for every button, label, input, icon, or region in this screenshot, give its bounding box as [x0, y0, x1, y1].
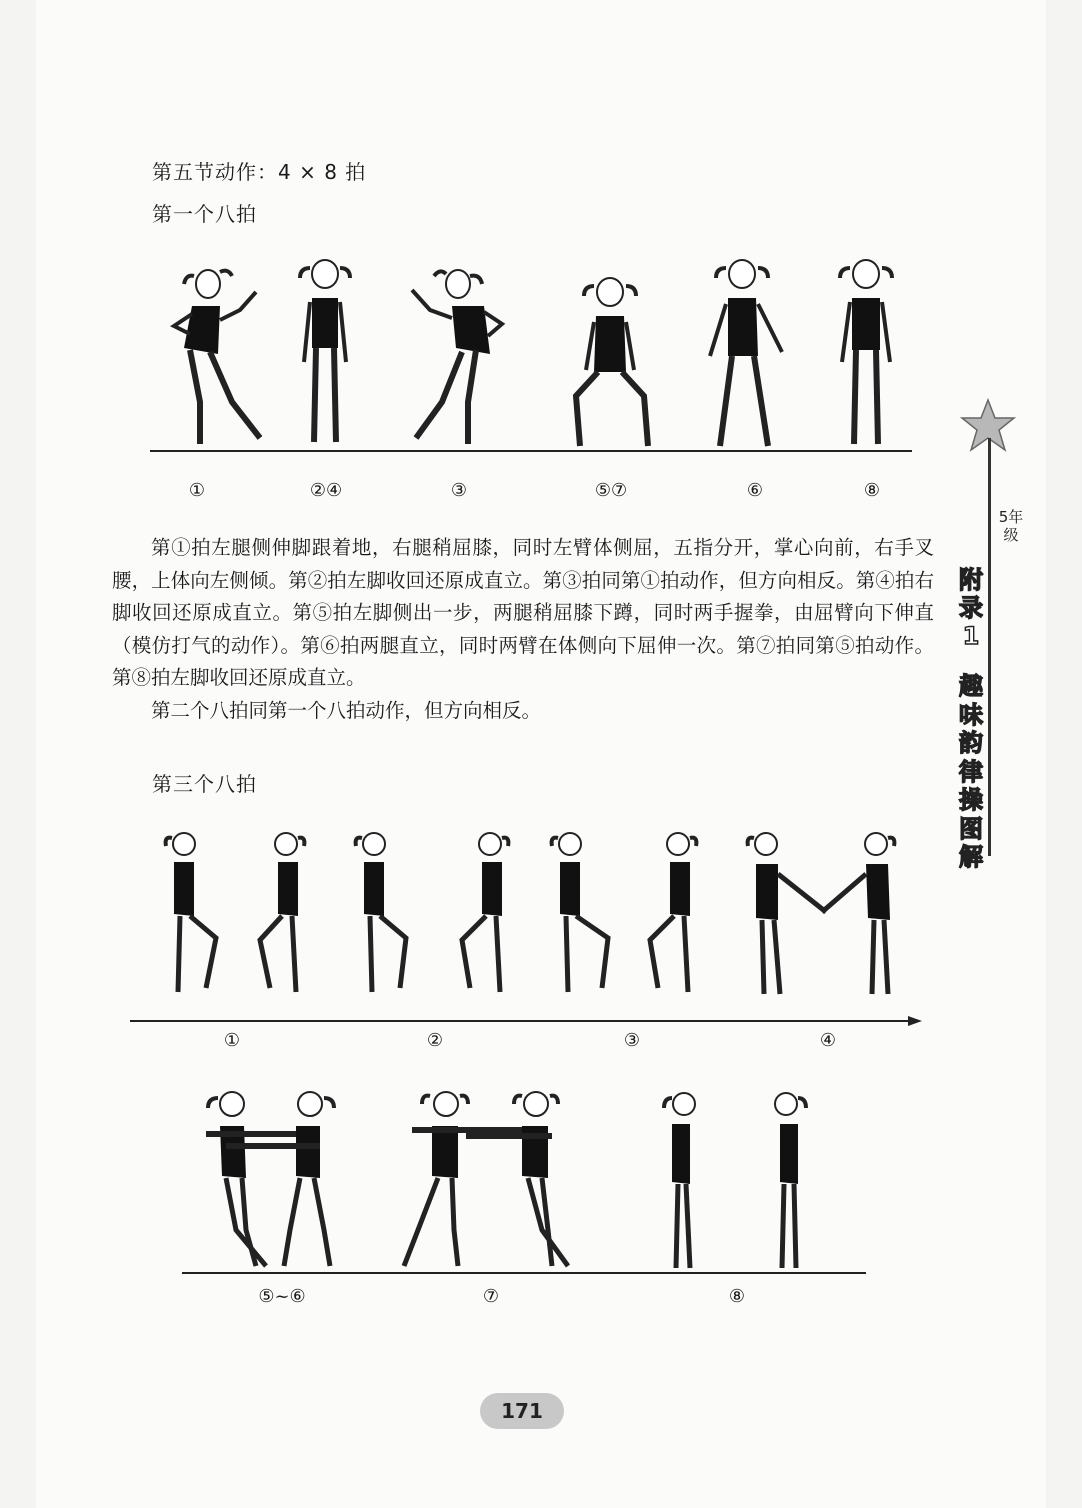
beat-label: ②④ [309, 480, 343, 501]
figures-beats-5-8 [196, 1080, 836, 1274]
ground-line [150, 450, 912, 452]
paragraph: 第二个八拍同第一个八拍动作，但方向相反。 [151, 698, 542, 722]
beat-label: ① [223, 1030, 241, 1051]
beat-label: ④ [819, 1030, 837, 1051]
beat-label: ③ [450, 480, 468, 501]
side-rule [988, 438, 991, 856]
figures-beats-1-4 [150, 828, 950, 998]
first-eight-heading: 第一个八拍 [152, 202, 257, 226]
body-text [112, 532, 934, 728]
beat-label: ⑧ [728, 1286, 746, 1307]
beat-label: ③ [623, 1030, 641, 1051]
beat-label: ⑥ [746, 480, 764, 501]
appendix-label: 附录1 [959, 566, 983, 650]
figure-beat-6 [696, 252, 796, 452]
figure-beat-3 [398, 262, 518, 452]
paragraph: 第①拍左腿侧伸脚跟着地，右腿稍屈膝，同时左臂体侧屈，五指分开，掌心向前，右手叉腰，上体向左侧倾。第②拍左脚收回还原成直立。第③拍同第①拍动作，但方向相反。第④拍右脚收回还原成直立。第⑤拍左脚侧出一步，两腿稍屈膝下蹲，同时两手握拳，由屈臂向下伸直（模仿打气的动作）。第⑥拍两腿直立，同时两臂在体侧向下屈伸一次。第⑦拍同第⑤拍动作。第⑧拍左脚收回还原成直立。 [112, 536, 934, 690]
beat-label: ② [426, 1030, 444, 1051]
beat-label: ⑧ [863, 480, 881, 501]
figure-beat-8 [832, 252, 902, 452]
beat-label: ⑤⑦ [594, 480, 628, 501]
beat-label: ① [188, 480, 206, 501]
page-number: 171 [480, 1393, 564, 1429]
grade-label: 5年级 [998, 508, 1024, 544]
beat-label: ⑦ [482, 1286, 500, 1307]
chapter-label: 趣味韵律操图解 [959, 672, 983, 871]
beat-label: ⑤~⑥ [258, 1286, 306, 1307]
section-title: 第五节动作：4 × 8 拍 [152, 160, 367, 184]
third-eight-heading: 第三个八拍 [152, 772, 257, 796]
ground-line [182, 1272, 866, 1274]
figure-beat-1 [160, 262, 270, 452]
figure-beat-2-4 [292, 252, 362, 452]
figure-beat-5-7 [562, 270, 662, 452]
ground-arrow-line [130, 1014, 922, 1028]
